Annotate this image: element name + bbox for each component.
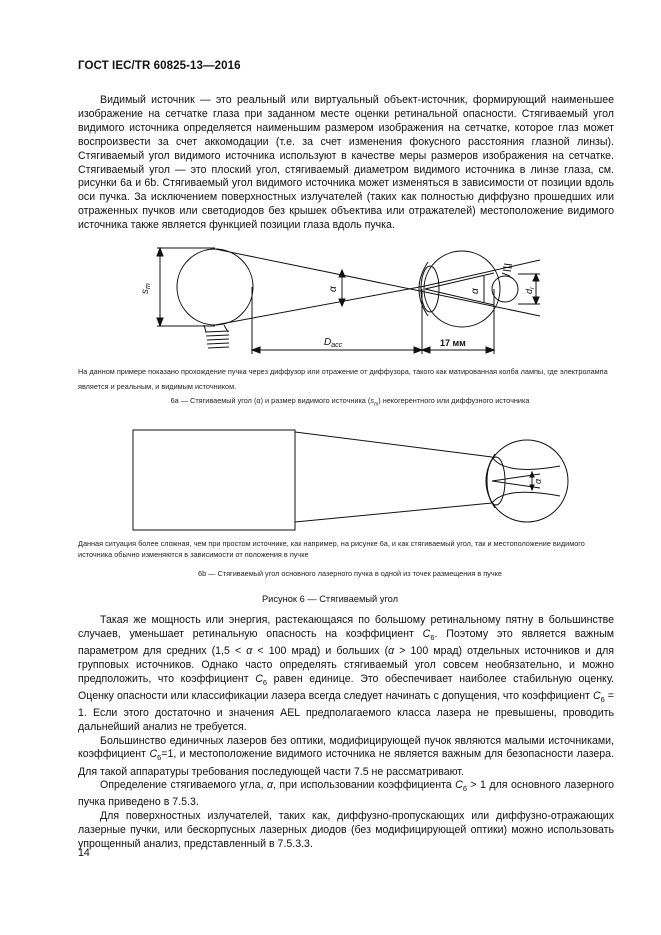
figure-6b-subcaption: 6b — Стягиваемый угол основного лазерного пучка в одной из точек размещения в пучке xyxy=(198,569,502,578)
body-paragraph-3: Определение стягиваемого угла, α, при использовании коэффициента $C_6 > 1$ для основного лазерного пучка приведено в 7.5.3. xyxy=(78,779,614,809)
retinal-image-base xyxy=(502,264,512,276)
page-number: 14 xyxy=(78,847,90,859)
lamp-base xyxy=(204,325,229,348)
body-paragraph-4: Для поверхностных излучателей, таких как, диффузно-пропускающих или диффузно-отражающих лазерные пучки, или бескорпусных лазерных диодов (без модифицирующей оптики) можно использовать упрощенный анализ, представленный в 7.5.3.3. xyxy=(78,810,614,851)
laser-beam-upper xyxy=(295,432,492,457)
figure-6a-subcaption: 6a — Стягиваемый угол (α) и размер видимого источника $(s_m)$ некогерентного или диффузного источника xyxy=(170,396,530,408)
laser-beam-lower xyxy=(295,503,492,522)
figure-6a-diagram xyxy=(0,236,661,366)
alpha-eye-label: α xyxy=(470,288,481,294)
alpha-left-label: α xyxy=(328,286,339,292)
body-paragraph-2: Большинство единичных лазеров без оптики, модифицирующей пучок являются малыми источниками, коэффициент $C_6=1$, и местоположение видимого источника не является важным для безопасности лазера. Для такой аппаратуры требования последующей части 7.5 не рассматривают. xyxy=(78,734,614,778)
body-text xyxy=(78,614,614,852)
beam-upper xyxy=(215,249,425,292)
d-r-label: $d_r$ xyxy=(524,286,536,294)
doc-header: ГОСТ IEC/TR 60825-13—2016 xyxy=(78,60,241,72)
alpha-6b-label: α xyxy=(533,478,543,484)
laser-source-box xyxy=(133,430,295,530)
retinal-image xyxy=(492,276,518,302)
eyeball-6b xyxy=(486,440,568,522)
lamp-bulb xyxy=(177,249,253,325)
figure-6a-note: На данном примере показано прохождение пучка через диффузор или отражение от диффузора, такого как матированная колба лампы, где электролампа является и реальным, и видимым источником. xyxy=(78,367,608,391)
eye-lens-6b xyxy=(487,457,505,505)
figure-6b-diagram xyxy=(0,426,661,536)
s-m-label: $s_m$ xyxy=(140,283,152,294)
eyeball xyxy=(424,251,500,327)
beam-lower xyxy=(215,286,425,325)
figure-title: Рисунок 6 — Стягиваемый угол xyxy=(261,594,399,604)
dist-17-label: 17 мм xyxy=(440,338,466,348)
figure-6b-note: Данная ситуация более сложная, чем при простом источнике, как например, на рисунке 6а, и как стягиваемый угол, так и местоположение видимого источника обычно изменяются в зависимости от положения в пучке xyxy=(78,539,585,559)
body-paragraph-1: Такая же мощность или энергия, растекающаяся по большому ретинальному пятну в большинстве случаев, уменьшает ретинальную опасность на коэффициент $C_6$. Поэтому это является важным параметром для средних (1,5 < α < 100 мрад) и больших (α > 100 мрад) отдельных источников и для групповых источников. Однако часто определять стягиваемый угол совсем необязательно, и можно предположить, что коэффициент $C_6$ равен единице. Это обеспечивает наиболее стабильную оценку. Оценку опасности или классификации лазера всегда следует начинать с допущения, что коэффициент $C_6 = 1$. Если этого достаточно и значения AEL предполагаемого класса лазера не превышены, проводить дальнейший анализ не требуется. xyxy=(78,614,614,733)
d-acc-label: $D_{acc}$ xyxy=(324,337,343,349)
intro-paragraph: Видимый источник — это реальный или виртуальный объект-источник, формирующий наименьшее изображение на сетчатке глаза при заданном месте оценки ретинальной опасности. Стягиваемый угол видимого источника определяется наименьшим размером изображения на сетчатке, которое глаз может воспроизвести за счет аккомодации (т.е. за счет изменения фокусного расстояния глазной линзы). Стягиваемый угол видимого источника используют в качестве меры размеров изображения на сетчатке. Стягиваемый угол — это плоский угол, стягиваемый диаметром видимого источника в линзе глаза, см. рисунки 6а и 6b. Стягиваемый угол видимого источника может изменяться в зависимости от позиции вдоль оси пучка. За исключением поверхностных излучателей (таких как полностью диффузно прошедших или отраженных пучков или светодиодов без крышек объектива или отражателей) местоположение видимого источника также является функцией позиции глаза вдоль пучка. xyxy=(78,94,614,232)
